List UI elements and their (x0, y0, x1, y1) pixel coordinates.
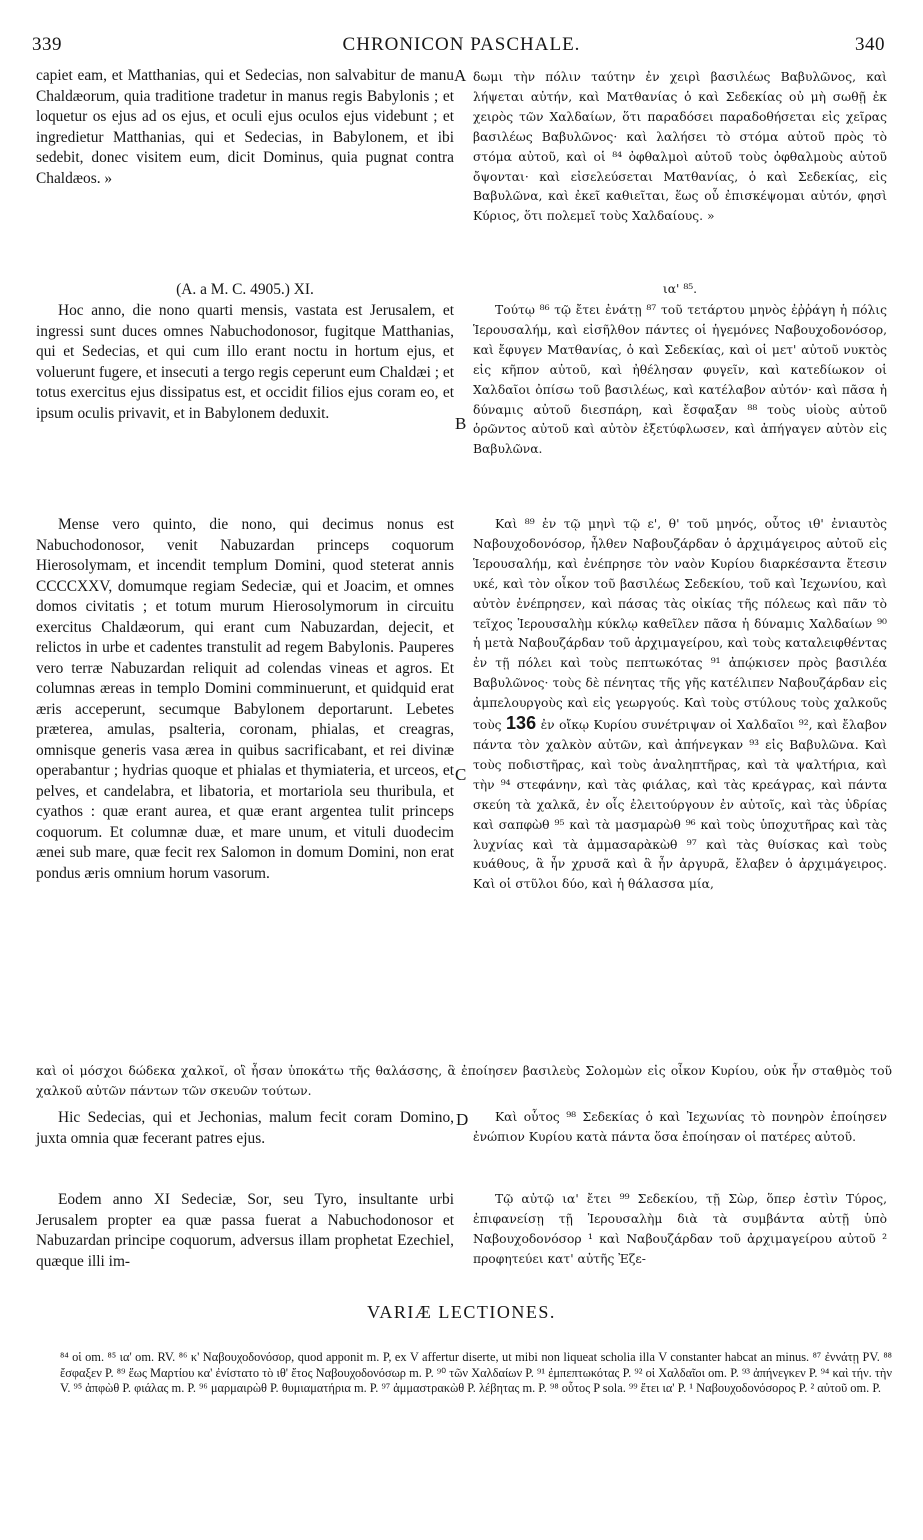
greek-text: καὶ οἱ μόσχοι δώδεκα χαλκοῖ, οἳ ἦσαν ὑποκάτω τῆς θαλάσσης, ἃ ἐποίησεν βασιλεὺς Σολομὼν εἰς οἶκον Κυρίου, οὐκ ἦν σταθμὸς τοῦ χαλκοῦ αὐτῶν πάντων τῶν σκευῶν τούτων. (36, 1064, 892, 1098)
latin-text: Mense vero quinto, die nono, qui decimus nonus est Nabuchodonosor, venit Nabuzardan princeps coquorum Hierosolymam, et incendit templum Domini, quod steterat annis CCCCXXV, domumque regiam Sedeciæ, qui et Joacim, et omnes domos civitatis ; et totum murum Hierosolymorum in circuitu exercitus Chaldæorum, qui erant cum Nabuzardan, dejecit, et relictos in urbe et cadentes transtulit ad regem Babylonis. Pauperes vero terræ Nabuzardan reliquit ad colendas vineas et agros. Et columnas æreas in templo Domini comminuerunt, et quidquid erat æris acceperunt, secumque Babylonem deportarunt. Lebetes præterea, amulas, psalteria, coronam, phialas, et creagras, omnisque generis vasa ærea in quibus sacrificabant, et rei divinæ operabantur ; hydrias quoque et phialas et thymiateria, et urceos, et pelves, et candelabra, et libatoria, et mortariola seu thuribula, et cyathos : quæ erant aurea, et quæ erant argentea tulit princeps coquorum. Et columnæ duæ, et mare unum, et vituli duodecim ænei sub mare, quæ fecit rex Salomon in domum Domini, non erat pondus æris omnium horum vasorum. (36, 516, 454, 882)
greek-paragraph-5 (473, 1190, 887, 1270)
variae-lectiones-notes (60, 1350, 892, 1397)
greek-paragraph-3 (473, 515, 887, 895)
page-number-left: 339 (32, 34, 62, 55)
latin-paragraph-3 (36, 515, 454, 884)
greek-text: Τῷ αὐτῷ ια' ἔτει ⁹⁹ Σεδεκίου, τῇ Σὼρ, ὅπερ ἐστὶν Τύρος, ἐπιφανείσῃ τῇ Ἱερουσαλὴμ διὰ τὰ συμβάντα αὐτῇ ὑπὸ Ναβουχοδονόσορ ¹ καὶ Ναβουζάρδαν τοῦ ἀρχιμαγείρου αὐτοῦ ² προφητεύει κατ' αὐτῆς Ἐζε- (473, 1192, 887, 1266)
section-marker-a: A (454, 66, 467, 85)
greek-paragraph-1 (473, 68, 887, 227)
page-number-right: 340 (855, 34, 885, 55)
greek-paragraph-2 (473, 301, 887, 460)
running-header (0, 34, 923, 62)
latin-heading: (A. a M. C. 4905.) XI. (176, 281, 314, 298)
greek-year-heading (473, 280, 887, 300)
latin-text: capiet eam, et Matthanias, qui et Sedecias, non salvabitur de manu Chaldæorum, quia traditione tradetur in manus regis Babylonis ; et loquetur os ejus ad os ejus, et oculi ejus oculos ejus videbunt ; et ingredietur Matthanias, qui et Sedecias, in Babylonem, et ibi sedebit, donec visitem eum, dicit Dominus, quia pugnat contra Chaldæos. » (36, 67, 454, 187)
section-marker-d: D (456, 1110, 469, 1129)
greek-heading: ια' ⁸⁵. (662, 282, 698, 296)
running-title: CHRONICON PASCHALE. (342, 34, 581, 55)
greek-text-part: Καὶ ⁸⁹ ἐν τῷ μηνὶ τῷ ε', θ' τοῦ μηνός, οὗτος ιθ' ἐνιαυτὸς Ναβουχοδονόσορ, ἦλθεν Ναβουζάρδαν ὁ ἀρχιμάγειρος αὐτοῦ εἰς Ἱερουσαλήμ, καὶ ἐνέπρησε τὸν ναὸν Κυρίου διαρκέσαντα ἔτεσιν υκέ, καὶ τὸν οἶκον τοῦ βασιλέως Σεδεκίου, τοῦ καὶ Ἰεχωνίου, καὶ αὐτὸν ἐνέπρησεν, καὶ πάσας τὰς οἰκίας τῆς πόλεως καὶ πᾶν τὸ τεῖχος Ἱερουσαλὴμ κύκλῳ καθεῖλεν πᾶσα ἡ δύναμις Χαλδαίων ⁹⁰ ἡ μετὰ Ναβουζάρδαν τοῦ ἀρχιμαγείρου, καὶ τοὺς καταλειφθέντας ἐν τῇ πόλει καὶ τοὺς πεπτωκότας ⁹¹ ἀπῴκισεν πρὸς βασιλέα Βαβυλῶνος· τοὺς δὲ πένητας τῆς γῆς κατέλιπεν Ναβουζάρδαν εἰς ἀμπελουργοὺς καὶ εἰς γεωργούς. Καὶ τοὺς στύλους τοὺς χαλκοῦς τοὺς (473, 517, 887, 733)
greek-spanning-lines (36, 1062, 892, 1102)
greek-paragraph-4 (473, 1108, 887, 1148)
latin-paragraph-2 (36, 301, 454, 424)
latin-text: Hic Sedecias, qui et Jechonias, malum fecit coram Domino, juxta omnia quæ fecerant patres ejus. (36, 1109, 454, 1147)
latin-text: Hoc anno, die nono quarti mensis, vastata est Jerusalem, et ingressi sunt duces omnes Nabuchodonosor, fugitque Matthanias, qui et Sedecias, et qui cum illo erant noctu in hortum ejus, et voluerunt fugere, et insecuti a tergo regis ceperunt eum Chaldæi ; et totus exercitus ejus dissipatus est, et occidit filios ejus coram eo, et ipsum oculis privavit, et in Babylonem deduxit. (36, 302, 454, 422)
notes-text: ⁸⁴ οἱ om. ⁸⁵ ια' om. RV. ⁸⁶ κ' Ναβουχοδονόσορ, quod apponit m. P, ex V affertur diserte, ut mibi non liqueat scholia illa V constanter habcat an minus. ⁸⁷ ἐννάτῃ PV. ⁸⁸ ἔσφαξεν P. ⁸⁹ ἕως Μαρτίου κα' ἐνίστατο τὸ ιθ' ἔτος Ναβουχοδονόσωρ m. P. ⁹⁰ τῶν Χαλδαίων P. ⁹¹ ἐμπεπτωκότας P. ⁹² οἱ Χαλδαῖοι om. P. ⁹³ ἀπήνεγκεν P. ⁹⁴ καὶ τήν. τὴν V. ⁹⁵ ἀπφὼθ P. φιάλας m. P. ⁹⁶ μαρμαιρὼθ P. θυμιαματήρια m. P. ⁹⁷ ἀμμαστρακὼθ P. λέβητας m. P. ⁹⁸ οὗτος P sola. ⁹⁹ ἔτει ια' P. ¹ Ναβουχοδονόσορος P. ² αὐτοῦ om. P. (60, 1350, 892, 1396)
latin-paragraph-5 (36, 1190, 454, 1272)
latin-year-heading (36, 280, 454, 301)
variae-lectiones-title: VARIÆ LECTIONES. (367, 1302, 556, 1322)
greek-text: Καὶ οὗτος ⁹⁸ Σεδεκίας ὁ καὶ Ἰεχωνίας τὸ πονηρὸν ἐποίησεν ἐνώπιον Κυρίου κατὰ πάντα ὅσα ἐποίησαν οἱ πατέρες αὐτοῦ. (473, 1110, 887, 1144)
section-marker-b: B (455, 414, 467, 433)
latin-paragraph-4 (36, 1108, 454, 1149)
greek-text (473, 515, 887, 895)
greek-text: δωμι τὴν πόλιν ταύτην ἐν χειρὶ βασιλέως Βαβυλῶνος, καὶ λήψεται αὐτήν, καὶ Ματθανίας ὁ καὶ Σεδεκίας οὐ μὴ σωθῇ ἐκ χειρὸς τῶν Χαλδαίων, ὅτι παραδόσει παραδοθήσεται εἰς χεῖρας βασιλέως Βαβυλῶνος· καὶ λαλήσει τὸ στόμα αὐτοῦ πρὸς τὸ στόμα αὐτοῦ, καὶ οἱ ⁸⁴ ὀφθαλμοὶ αὐτοῦ τοὺς ὀφθαλμοὺς αὐτοῦ ὄψονται· καὶ εἰσελεύσεται Ματθανίας, ὁ καὶ Σεδεκίας, εἰς Βαβυλῶνα, καὶ ἐκεῖ καθιεῖται, ἕως οὗ ἐπισκέψομαι αὐτόν, φησὶ Κύριος, ὅτι πολεμεῖ τοὺς Χαλδαίους. » (473, 70, 887, 224)
latin-paragraph-1 (36, 66, 454, 189)
marginal-page-number: 136 (506, 713, 537, 734)
section-marker-c: C (455, 765, 467, 784)
greek-text-part: ἐν οἴκῳ Κυρίου συνέτριψαν οἱ Χαλδαῖοι ⁹², καὶ ἔλαβον πάντα τὸν χαλκὸν αὐτῶν, καὶ ἀπήνεγκαν ⁹³ εἰς Βαβυλῶνα. Καὶ τοὺς ποδιστῆρας, καὶ τοὺς ἀναληπτῆρας, καὶ τὰ ψαλτήρια, καὶ τὴν ⁹⁴ στεφάνην, καὶ τὰς φιάλας, καὶ τὰς κρεάγρας, καὶ πάντα σκεύη τὰ χαλκᾶ, ἐν οἷς ἐλειτούργουν ἐν αὐτοῖς, καὶ τὰς ὑδρίας καὶ σαπφὼθ ⁹⁵ καὶ τὰ μασμαρὼθ ⁹⁶ καὶ τοὺς ὑποχυτῆρας καὶ τὰς λυχνίας καὶ τὰ ἀμμασαρὰκὼθ ⁹⁷ καὶ τὰς θυίσκας καὶ τοὺς κυάθους, ἃ ἦν χρυσᾶ καὶ ἃ ἦν ἀργυρᾶ, ἔλαβεν ὁ ἀρχιμάγειρος. Καὶ οἱ στῦλοι δύο, καὶ ἡ θάλασσα μία, (473, 718, 887, 892)
latin-text: Eodem anno XI Sedeciæ, Sor, seu Tyro, insultante urbi Jerusalem propter ea quæ passa fuerat a Nabuchodonosor et Nabuzardan principe coquorum, adversus illam prophetat Ezechiel, quæque illi im- (36, 1191, 454, 1270)
greek-text: Τούτῳ ⁸⁶ τῷ ἔτει ἐνάτῃ ⁸⁷ τοῦ τετάρτου μηνὸς ἐῤῥάγη ἡ πόλις Ἱερουσαλήμ, καὶ εἰσῆλθον πάντες οἱ ἡγεμόνες Ναβουχοδονόσορ, καὶ ἔφυγεν Ματθανίας, ὁ καὶ Σεδεκίας, καὶ οἱ μετ' αὐτοῦ νυκτὸς εἰς κῆπον αὐτοῦ, καὶ ἠθέλησαν φυγεῖν, καὶ κατεδίωκον οἱ Χαλδαῖοι ὀπίσω τοῦ βασιλέως, καὶ κατέλαβον αὐτόν· καὶ πᾶσα ἡ δύναμις αὐτοῦ διεσπάρη, καὶ ἔσφαξαν ⁸⁸ τοὺς υἱοὺς αὐτοῦ ὁρῶντος αὐτοῦ καὶ αὐτὸν ἐξετύφλωσεν, καὶ ἀπήγαγεν αὐτὸν εἰς Βαβυλῶνα. (473, 303, 887, 457)
